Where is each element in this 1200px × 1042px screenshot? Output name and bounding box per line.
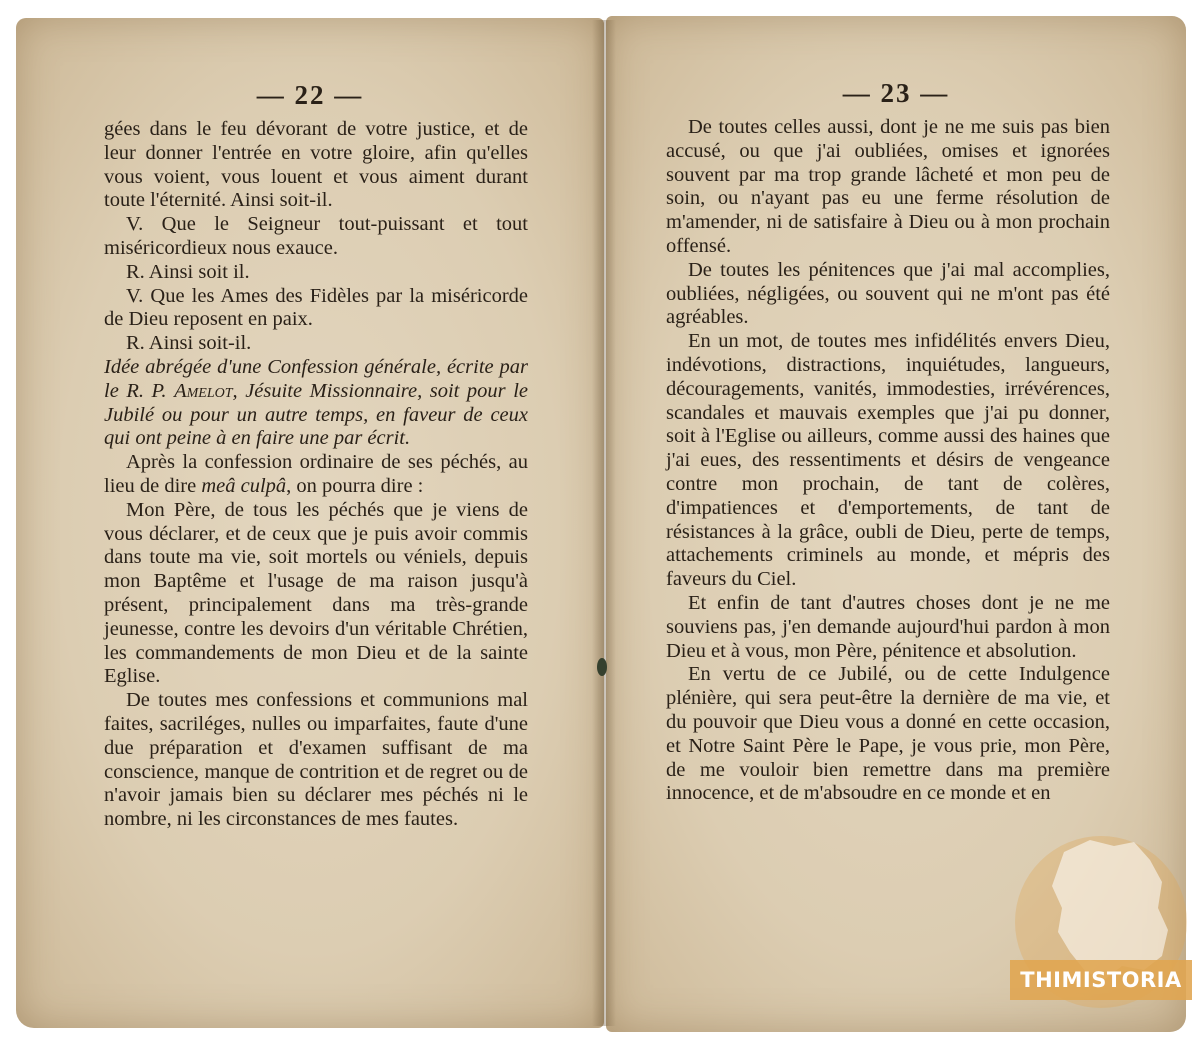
left-page-text (16, 118, 604, 832)
response: R. Ainsi soit il. (126, 260, 250, 283)
paragraph: De toutes celles aussi, dont je ne me suis pas bien accusé, ou que j'ai oubliées, omises et ignorées souvent par ma trop grande lâcheté et mon peu de soin, ou n'ayant pas eu une ferme résolution de m'amender, ni de satisfaire à Dieu ou à mon prochain offensé. (666, 116, 1110, 257)
paragraph: De toutes mes confessions et communions mal faites, sacriléges, nulles ou imparfaites, faute d'une due préparation et d'examen suffisant de ma conscience, manque de contrition et de regret ou de n'avoir jamais bien su déclarer mes péchés ni le nombre, ni les circonstances de mes fautes. (104, 689, 528, 831)
paragraph: En un mot, de toutes mes infidélités envers Dieu, indévotions, distractions, inquiétudes, langueurs, découragements, vanités, immodesties, irrévérences, scandales et mauvais exemples que j'ai pu donner, soit à l'Eglise ou ailleurs, comme aussi des haines que j'ai eues, des ressentiments et désirs de vengeance contre mon prochain, de tant de colères, d'impatiences et d'emportements, de tant de résistances à la grâce, oubli de Dieu, perte de temps, attachements criminels au monde, et mépris des faveurs du Ciel. (666, 330, 1110, 591)
caption-author: Amelot (174, 379, 233, 402)
latin-phrase: meâ culpâ (201, 474, 287, 497)
binding-stitch (597, 658, 607, 676)
intro-part-1: Après la confession ordinaire de ses péchés, au lieu de dire (104, 451, 528, 497)
caption-part-1: Idée abrégée d'une Confession générale, écrite par le R. P. (104, 355, 528, 402)
left-page (16, 18, 604, 1028)
book-spine (592, 20, 616, 1026)
paragraph: Et enfin de tant d'autres choses dont je ne me souviens pas, j'en demande aujourd'hui pardon à mon Dieu et à vous, mon Père, pénitence et absolution. (666, 591, 1110, 662)
right-page-text (606, 116, 1186, 806)
paragraph: En vertu de ce Jubilé, ou de cette Indulgence plénière, qui sera peut-être la dernière de ma vie, et du pouvoir que Dieu vous a donné en cette occasion, et Notre Saint Père le Pape, je vous prie, mon Père, de me vouloir bien remettre dans ma première innocence, et de m'absoudre en ce monde et en (666, 663, 1110, 805)
versicle: V. Que le Seigneur tout-puissant et tout miséricordieux nous exauce. (104, 213, 528, 259)
paragraph: De toutes les pénitences que j'ai mal accomplies, oubliées, négligées, ou souvent qui ne m'ont pas été agréables. (666, 258, 1110, 329)
intro-part-2: , on pourra dire : (286, 474, 424, 497)
page-number-left: — 22 — (256, 80, 364, 110)
versicle: V. Que les Ames des Fidèles par la miséricorde de Dieu reposent en paix. (104, 284, 528, 331)
caption-part-2: , Jésuite Missionnaire, soit pour le Jubilé ou pour un autre temps, en faveur de ceux qui ont peine à en faire une par écrit. (104, 379, 528, 450)
response: R. Ainsi soit-il. (126, 332, 252, 355)
paragraph: Mon Père, de tous les péchés que je viens de vous déclarer, et de ceux que je puis avoir commis dans toute ma vie, soit mortels ou véniels, depuis mon Baptême et l'usage de ma raison jusqu'à présent, principalement dans ma très-grande jeunesse, contre les devoirs d'un véritable Chrétien, les commandements de mon Dieu et de la sainte Eglise. (104, 498, 528, 688)
page-number-right: — 23 — (842, 78, 950, 108)
watermark-label: THIMISTORIA (1010, 960, 1192, 1000)
section-caption (104, 356, 528, 451)
paragraph (104, 451, 528, 499)
paragraph: gées dans le feu dévorant de votre justice, et de leur donner l'entrée en votre gloire, afin qu'elles vous voient, vous louent et vous aiment durant toute l'éternité. Ainsi soit-il. (104, 118, 528, 212)
